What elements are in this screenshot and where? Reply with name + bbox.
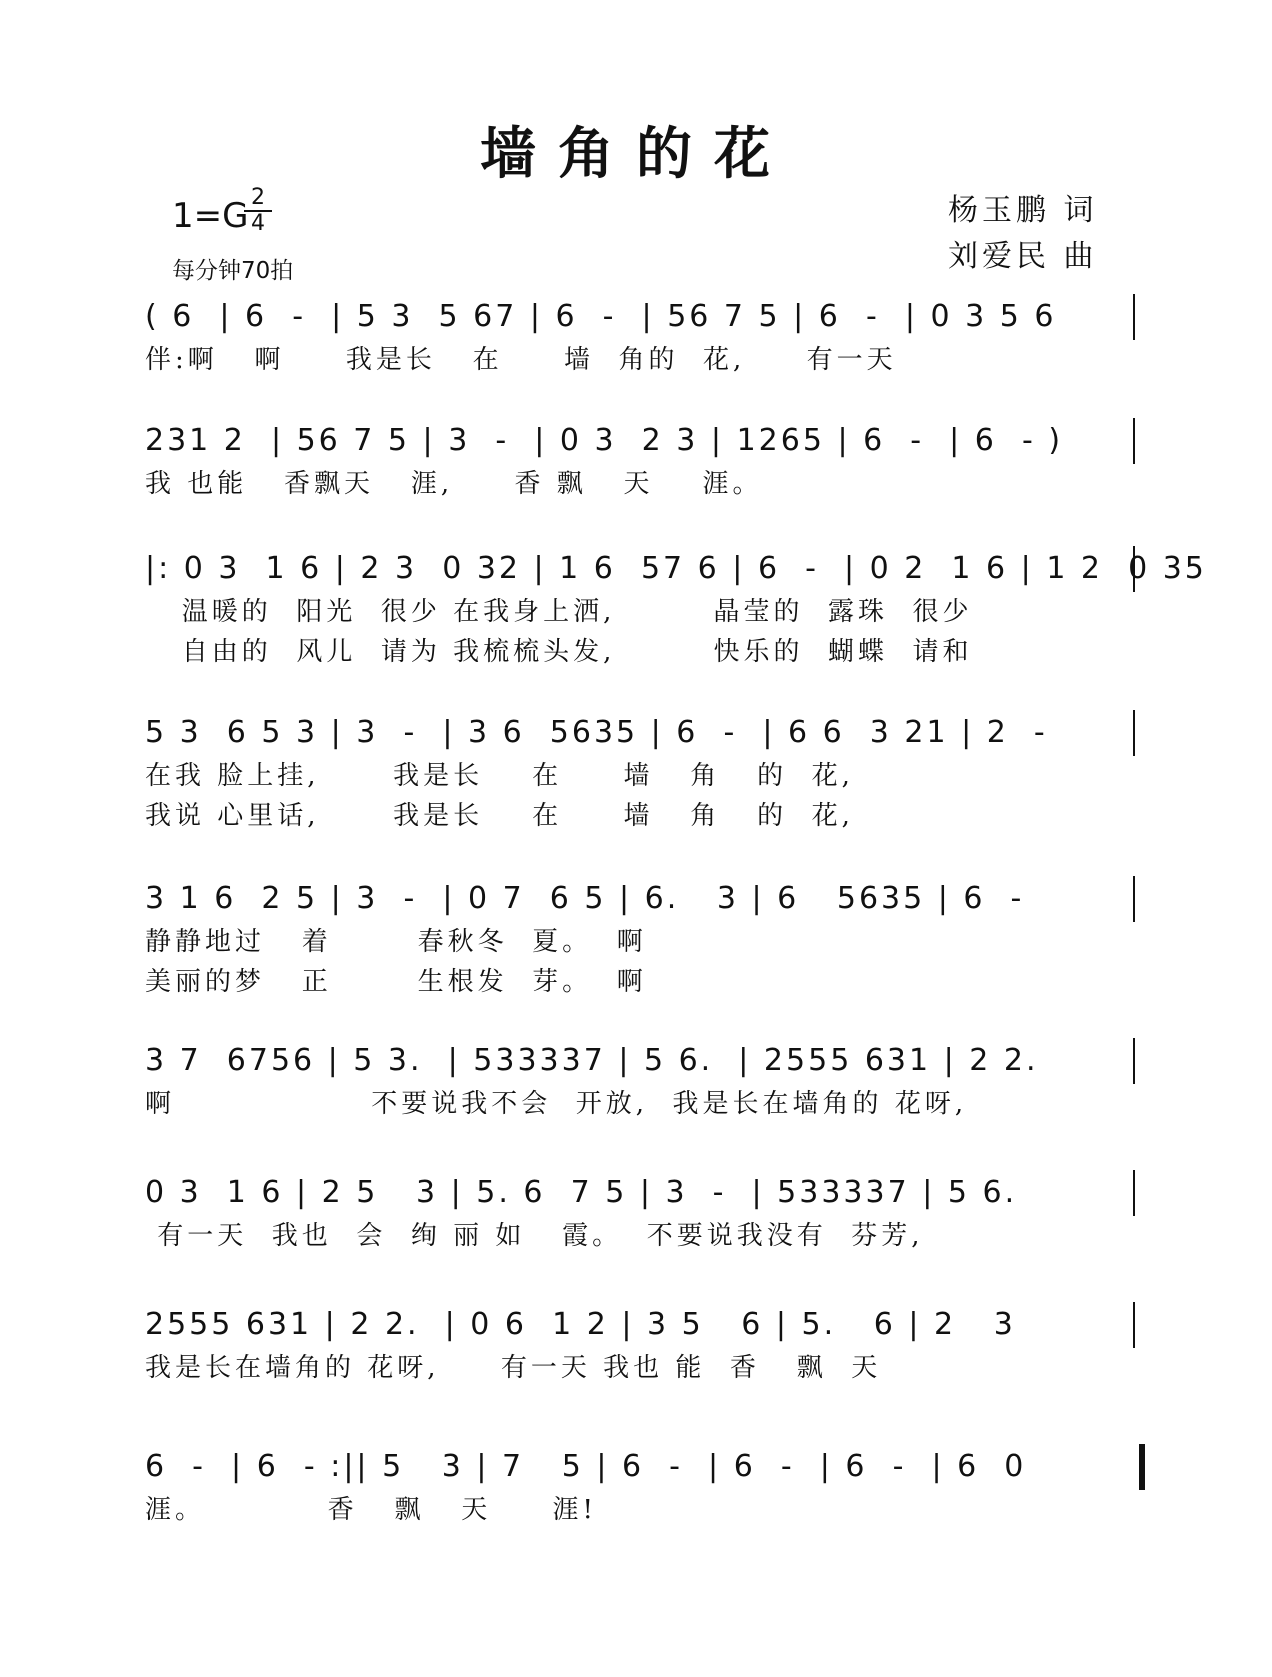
lyric-line: 啊 不要说我不会 开放, 我是长在墙角的 花呀, xyxy=(145,1089,968,1119)
lyricist-credit: 杨玉鹏 词 xyxy=(948,193,1098,228)
score-system-8 xyxy=(145,1302,1135,1388)
notation-line: 5 3 6 5 3 | 3 - | 3 6 5635 | 6 - | 6 6 3 21 | 2 - xyxy=(145,710,1135,756)
lyric-line: 伴:啊 啊 我是长 在 墙 角的 花, 有一天 xyxy=(145,345,897,375)
lyric-line: 有一天 我也 会 绚 丽 如 霞。 不要说我没有 芬芳, xyxy=(145,1221,924,1251)
notation-line: ( 6 | 6 - | 5 3 5 67 | 6 - | 56 7 5 | 6 - | 0 3 5 6 xyxy=(145,294,1135,340)
time-signature xyxy=(244,186,272,236)
score-system-2 xyxy=(145,418,1135,504)
lyric-line: 我是长在墙角的 花呀, 有一天 我也 能 香 飘 天 xyxy=(145,1353,882,1383)
score-system-4 xyxy=(145,710,1135,836)
composer-credit: 刘爱民 曲 xyxy=(948,239,1098,274)
tempo-marking: 每分钟70拍 xyxy=(172,258,294,284)
score-system-3 xyxy=(145,546,1207,672)
score-system-5 xyxy=(145,876,1135,1002)
final-barline xyxy=(1139,1444,1145,1490)
meter-top: 2 xyxy=(251,185,265,210)
key-signature: 1=G xyxy=(172,196,249,236)
notation-line: 0 3 1 6 | 2 5 3 | 5. 6 7 5 | 3 - | 533337 | 5 6. xyxy=(145,1170,1135,1216)
score-system-1 xyxy=(145,294,1135,380)
lyric-line: 我 也能 香飘天 涯, 香 飘 天 涯。 xyxy=(145,469,763,499)
score-system-9 xyxy=(145,1444,1135,1530)
score-system-6 xyxy=(145,1038,1135,1124)
lyric-line-verse-1: 温暖的 阳光 很少 在我身上洒, 晶莹的 露珠 很少 xyxy=(145,597,973,627)
meter-bottom: 4 xyxy=(244,210,272,236)
notation-line: 3 1 6 2 5 | 3 - | 0 7 6 5 | 6. 3 | 6 5635 | 6 - xyxy=(145,876,1135,922)
score-system-7 xyxy=(145,1170,1135,1256)
lyric-line-verse-1: 静静地过 着 春秋冬 夏。 啊 xyxy=(145,927,647,957)
notation-line: 2555 631 | 2 2. | 0 6 1 2 | 3 5 6 | 5. 6 | 2 3 xyxy=(145,1302,1135,1348)
lyric-line-verse-2: 自由的 风儿 请为 我梳梳头发, 快乐的 蝴蝶 请和 xyxy=(145,637,973,667)
lyric-line-verse-1: 在我 脸上挂, 我是长 在 墙 角 的 花, xyxy=(145,761,854,791)
notation-line: 231 2 | 56 7 5 | 3 - | 0 3 2 3 | 1265 | 6 - | 6 - ) xyxy=(145,418,1135,464)
page-title: 墙角的花 xyxy=(480,121,792,187)
lyric-line-verse-2: 美丽的梦 正 生根发 芽。 啊 xyxy=(145,967,647,997)
notation-line: 3 7 6756 | 5 3. | 533337 | 5 6. | 2555 631 | 2 2. xyxy=(145,1038,1135,1084)
notation-line: 6 - | 6 - :|| 5 3 | 7 5 | 6 - | 6 - | 6 - | 6 0 xyxy=(145,1449,1027,1484)
notation-line: |: 0 3 1 6 | 2 3 0 32 | 1 6 57 6 | 6 - | 0 2 1 6 | 1 2 0 35 xyxy=(145,546,1135,592)
lyric-line: 涯。 香 飘 天 涯! xyxy=(145,1495,598,1525)
lyric-line-verse-2: 我说 心里话, 我是长 在 墙 角 的 花, xyxy=(145,801,854,831)
